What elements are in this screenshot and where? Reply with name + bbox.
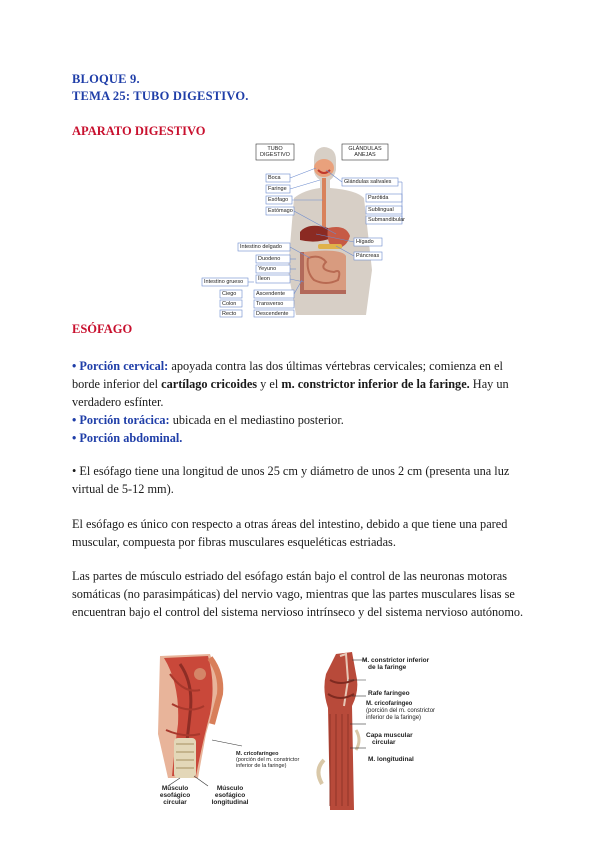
label-parotida: Parótida [368, 195, 389, 201]
label-pancreas: Páncreas [356, 253, 380, 259]
label-recto: Recto [222, 311, 237, 317]
label-ciego: Ciego [222, 291, 237, 297]
bullet-toracica-text: ubicada en el mediastino posterior. [169, 413, 344, 427]
bullet-cervical-text2: y el [257, 377, 282, 391]
label-intestino-grueso: Intestino grueso [204, 279, 244, 285]
label-colon-transverso: Transverso [256, 301, 284, 307]
label-m-cricofaringeo-right: M. cricofaríngeo (porción del m. constrictor inferior de la faringe) [366, 701, 436, 721]
label-rafe-faringeo: Rafe faríngeo [368, 690, 410, 697]
label-esofago: Esófago [268, 197, 289, 203]
label-colon-ascendente: Ascendente [256, 291, 286, 297]
label-musculo-esofagico-longitudinal: Músculo esofágico longitudinal [211, 785, 249, 806]
label-ileon: Íleon [258, 276, 270, 282]
bullet-cervical-lead: Porción cervical: [79, 359, 169, 373]
label-musculo-esofagico-circular: Músculo esofágico circular [159, 785, 191, 806]
bullet-cervical-bold2: m. constrictor inferior de la faringe. [281, 377, 470, 391]
section-title-aparato: APARATO DIGESTIVO [72, 124, 206, 138]
neck-anatomy-illustration [150, 654, 300, 804]
label-submandibular: Submandibular [368, 217, 405, 223]
label-colon: Colon [222, 301, 237, 307]
paragraph-pared-muscular: El esófago es único con respecto a otras áreas del intestino, debido a que tiene una pared muscular, compuesta por fibras musculares esqueléticas estriadas. [72, 517, 508, 549]
digestive-system-figure [196, 140, 414, 318]
label-intestino-delgado: Intestino delgado [240, 244, 282, 250]
label-yeyuno: Yeyuno [258, 266, 277, 272]
bullet-cervical-bold1: cartílago cricoides [161, 377, 258, 391]
bullet-porcion-toracica: • Porción torácica: ubicada en el mediastino posterior. [72, 413, 344, 427]
bullet-toracica-lead: Porción torácica: [79, 413, 170, 427]
label-faringe: Faringe [268, 186, 287, 192]
paragraph-control-nervioso: Las partes de músculo estriado del esófago están bajo el control de las neuronas motoras somáticas (no parasimpáticas) del nervio vago, mientras que las partes musculares lisas se encuentran bajo el control del sistema nervioso intrínseco y del sistema nervioso autónomo. [72, 569, 524, 619]
bullet-porcion-cervical: • Porción cervical: apoyada contra las dos últimas vértebras cervicales; comienza en el borde inferior del cartílago cricoides y el m. constrictor inferior de la faringe. Hay un verdadero esfínter. [72, 359, 509, 409]
esophagus-posterior-illustration [300, 650, 440, 810]
label-boca: Boca [268, 175, 281, 181]
bullet-cervical-text: apoyada contra las dos últimas vértebras cervicales; comienza en el borde inferior del [72, 359, 503, 391]
bullet-porcion-abdominal: • Porción abdominal. [72, 431, 183, 445]
section-title-esofago: ESÓFAGO [72, 322, 133, 336]
figure1-col-left: TUBO DIGESTIVO [260, 146, 290, 158]
label-higado: Hígado [356, 239, 374, 245]
label-m-longitudinal: M. longitudinal [368, 756, 414, 763]
label-estomago: Estómago [268, 208, 293, 214]
figure1-col-right: GLÁNDULAS ANEJAS [348, 146, 382, 158]
paragraph-longitud: • El esófago tiene una longitud de unos 25 cm y diámetro de unos 2 cm (presenta una luz virtual de 5-12 mm). [72, 464, 510, 496]
tema-heading: TEMA 25: TUBO DIGESTIVO. [72, 89, 249, 103]
label-glandulas-salivales: Glándulas salivales [344, 179, 392, 185]
label-capa-muscular-circular: Capa muscular circular [366, 732, 413, 746]
bullet-cervical-text3: Hay un verdadero esfínter. [72, 377, 509, 409]
label-m-cricofaringeo-left: M. cricofaríngeo (porción del m. constrictor inferior de la faringe) [236, 751, 300, 769]
label-m-constrictor-inferior: M. constrictor inferior de la faringe [362, 657, 430, 671]
label-sublingual: Sublingual [368, 207, 394, 213]
neck-anatomy-figure [150, 654, 300, 804]
bloque-heading: BLOQUE 9. [72, 72, 140, 86]
esophagus-posterior-figure [300, 650, 440, 810]
label-colon-descendente: Descendente [256, 311, 289, 317]
bullet-abdominal-lead: Porción abdominal. [79, 431, 183, 445]
label-duodeno: Duodeno [258, 256, 281, 262]
